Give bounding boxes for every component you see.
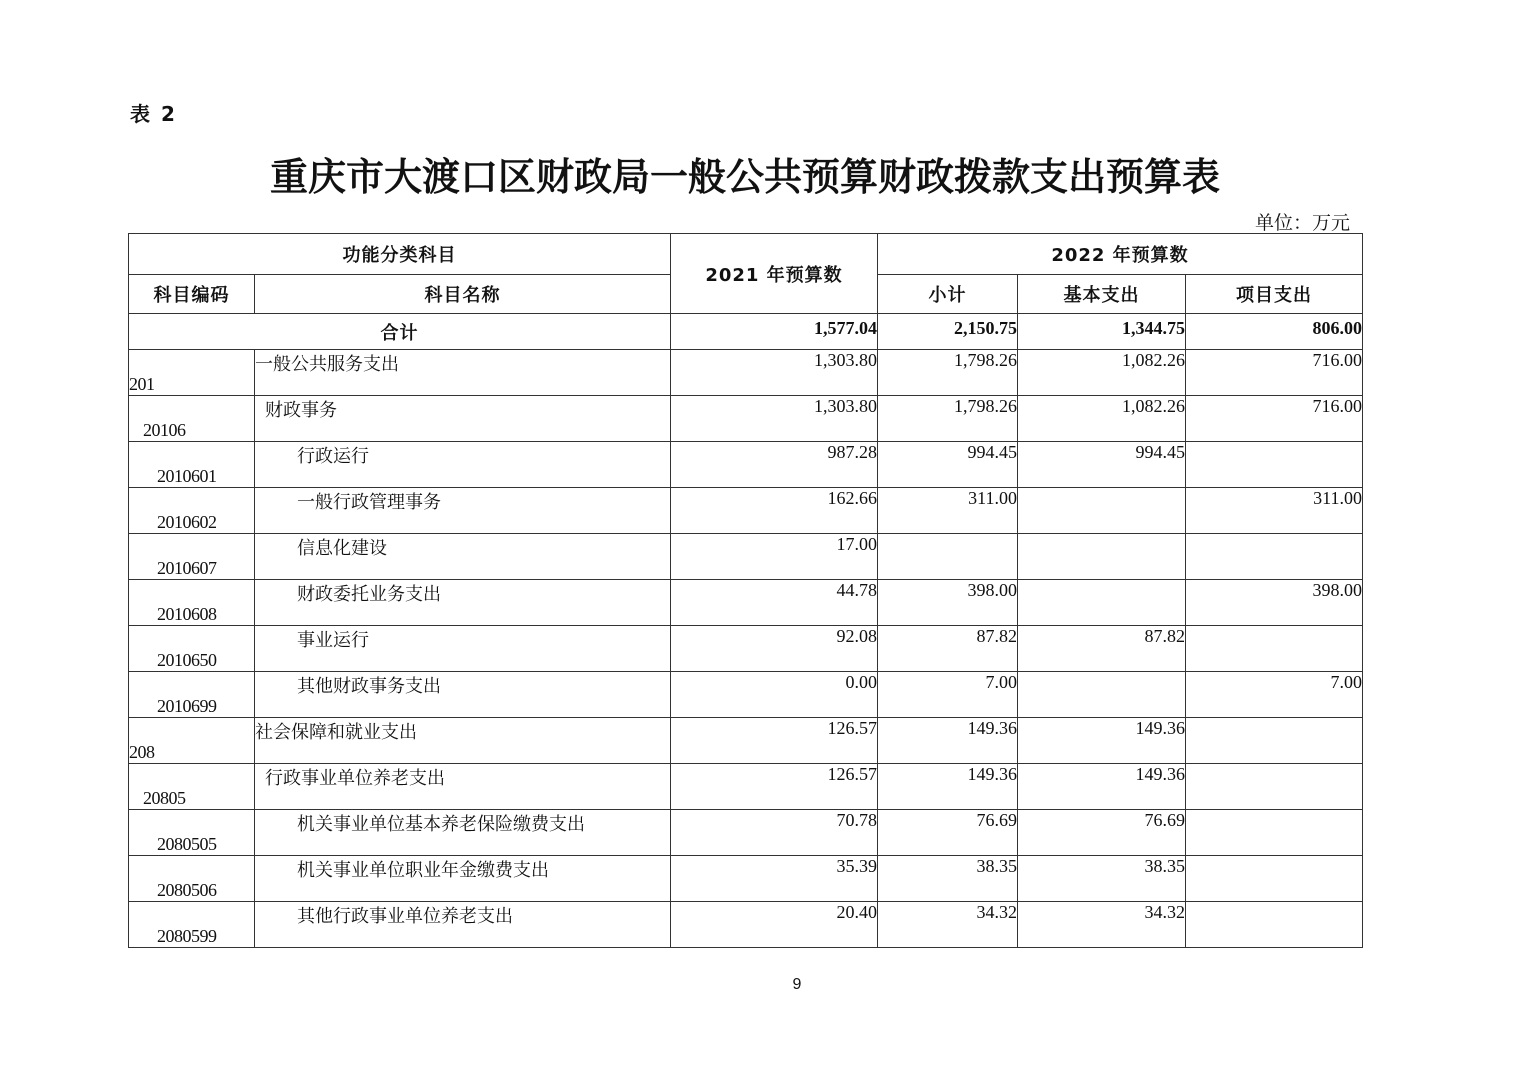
project-expense-cell: [1186, 856, 1363, 902]
year-2022-header: 2022 年预算数: [878, 234, 1363, 275]
unit-label: 单位：万元: [1254, 212, 1350, 234]
table-row: [129, 396, 1363, 442]
account-name-cell: 财政事务: [255, 396, 671, 442]
budget-2021-cell: 1,303.80: [671, 396, 878, 442]
document-title: 重庆市大渡口区财政局一般公共预算财政拨款支出预算表: [269, 155, 1220, 199]
subtotal-2022-cell: 7.00: [878, 672, 1018, 718]
account-name-cell: 信息化建设: [255, 534, 671, 580]
basic-expense-cell: 1,082.26: [1018, 350, 1186, 396]
table-row: [129, 350, 1363, 396]
table-row: [129, 856, 1363, 902]
table-row: [129, 534, 1363, 580]
project-expense-cell: [1186, 764, 1363, 810]
subtotal-2022-cell: 994.45: [878, 442, 1018, 488]
name-header: 科目名称: [255, 275, 671, 314]
table-row: [129, 718, 1363, 764]
basic-expense-cell: [1018, 672, 1186, 718]
budget-2021-cell: 70.78: [671, 810, 878, 856]
total-2021: 1,577.04: [671, 314, 878, 350]
subtotal-2022-cell: 76.69: [878, 810, 1018, 856]
subtotal-2022-cell: 149.36: [878, 718, 1018, 764]
account-code-cell: 2010650: [129, 626, 255, 672]
project-expense-cell: [1186, 626, 1363, 672]
project-expense-cell: 311.00: [1186, 488, 1363, 534]
year-2021-header: 2021 年预算数: [671, 234, 878, 314]
account-code-cell: 20805: [129, 764, 255, 810]
account-code-cell: 2010607: [129, 534, 255, 580]
account-name-cell: 其他财政事务支出: [255, 672, 671, 718]
basic-expense-cell: 34.32: [1018, 902, 1186, 948]
subtotal-2022-cell: [878, 534, 1018, 580]
basic-expense-cell: 994.45: [1018, 442, 1186, 488]
table-row: [129, 626, 1363, 672]
account-name-cell: 一般行政管理事务: [255, 488, 671, 534]
account-code-cell: 2010601: [129, 442, 255, 488]
project-expense-cell: [1186, 534, 1363, 580]
account-code-cell: 2080599: [129, 902, 255, 948]
account-name-cell: 社会保障和就业支出: [255, 718, 671, 764]
page-number: 9: [792, 976, 802, 993]
basic-header: 基本支出: [1018, 275, 1186, 314]
table-label: 表 2: [130, 102, 177, 126]
account-name-cell: 行政事业单位养老支出: [255, 764, 671, 810]
basic-expense-cell: [1018, 488, 1186, 534]
project-header: 项目支出: [1186, 275, 1363, 314]
header-row-1: [129, 234, 1363, 275]
subtotal-2022-cell: 398.00: [878, 580, 1018, 626]
table-row: [129, 580, 1363, 626]
account-code-cell: 208: [129, 718, 255, 764]
budget-2021-cell: 20.40: [671, 902, 878, 948]
account-name-cell: 行政运行: [255, 442, 671, 488]
basic-expense-cell: 1,082.26: [1018, 396, 1186, 442]
budget-2021-cell: 0.00: [671, 672, 878, 718]
total-basic: 1,344.75: [1018, 314, 1186, 350]
budget-2021-cell: 126.57: [671, 764, 878, 810]
total-row: [129, 314, 1363, 350]
account-code-cell: 20106: [129, 396, 255, 442]
budget-2021-cell: 17.00: [671, 534, 878, 580]
code-header: 科目编码: [129, 275, 255, 314]
table-row: [129, 672, 1363, 718]
project-expense-cell: [1186, 718, 1363, 764]
account-code-cell: 201: [129, 350, 255, 396]
table-row: [129, 764, 1363, 810]
account-name-cell: 机关事业单位职业年金缴费支出: [255, 856, 671, 902]
project-expense-cell: [1186, 810, 1363, 856]
subtotal-2022-cell: 1,798.26: [878, 396, 1018, 442]
account-name-cell: 事业运行: [255, 626, 671, 672]
project-expense-cell: 398.00: [1186, 580, 1363, 626]
table-row: [129, 902, 1363, 948]
subtotal-2022-cell: 149.36: [878, 764, 1018, 810]
project-expense-cell: [1186, 902, 1363, 948]
budget-table: [128, 233, 1363, 948]
account-code-cell: 2010602: [129, 488, 255, 534]
function-class-header: 功能分类科目: [129, 234, 671, 275]
total-subtotal: 2,150.75: [878, 314, 1018, 350]
table-row: [129, 442, 1363, 488]
project-expense-cell: [1186, 442, 1363, 488]
basic-expense-cell: 87.82: [1018, 626, 1186, 672]
project-expense-cell: 716.00: [1186, 350, 1363, 396]
account-code-cell: 2080505: [129, 810, 255, 856]
account-name-cell: 财政委托业务支出: [255, 580, 671, 626]
basic-expense-cell: 149.36: [1018, 764, 1186, 810]
total-label: 合计: [129, 314, 671, 350]
total-project: 806.00: [1186, 314, 1363, 350]
basic-expense-cell: 76.69: [1018, 810, 1186, 856]
project-expense-cell: 716.00: [1186, 396, 1363, 442]
subtotal-header: 小计: [878, 275, 1018, 314]
basic-expense-cell: 38.35: [1018, 856, 1186, 902]
account-code-cell: 2080506: [129, 856, 255, 902]
subtotal-2022-cell: 34.32: [878, 902, 1018, 948]
table-row: [129, 488, 1363, 534]
subtotal-2022-cell: 311.00: [878, 488, 1018, 534]
account-name-cell: 其他行政事业单位养老支出: [255, 902, 671, 948]
budget-2021-cell: 35.39: [671, 856, 878, 902]
account-code-cell: 2010608: [129, 580, 255, 626]
account-name-cell: 机关事业单位基本养老保险缴费支出: [255, 810, 671, 856]
budget-2021-cell: 162.66: [671, 488, 878, 534]
project-expense-cell: 7.00: [1186, 672, 1363, 718]
basic-expense-cell: 149.36: [1018, 718, 1186, 764]
subtotal-2022-cell: 1,798.26: [878, 350, 1018, 396]
budget-2021-cell: 1,303.80: [671, 350, 878, 396]
basic-expense-cell: [1018, 580, 1186, 626]
budget-2021-cell: 44.78: [671, 580, 878, 626]
subtotal-2022-cell: 38.35: [878, 856, 1018, 902]
account-code-cell: 2010699: [129, 672, 255, 718]
budget-2021-cell: 92.08: [671, 626, 878, 672]
basic-expense-cell: [1018, 534, 1186, 580]
subtotal-2022-cell: 87.82: [878, 626, 1018, 672]
budget-2021-cell: 987.28: [671, 442, 878, 488]
budget-2021-cell: 126.57: [671, 718, 878, 764]
account-name-cell: 一般公共服务支出: [255, 350, 671, 396]
table-row: [129, 810, 1363, 856]
